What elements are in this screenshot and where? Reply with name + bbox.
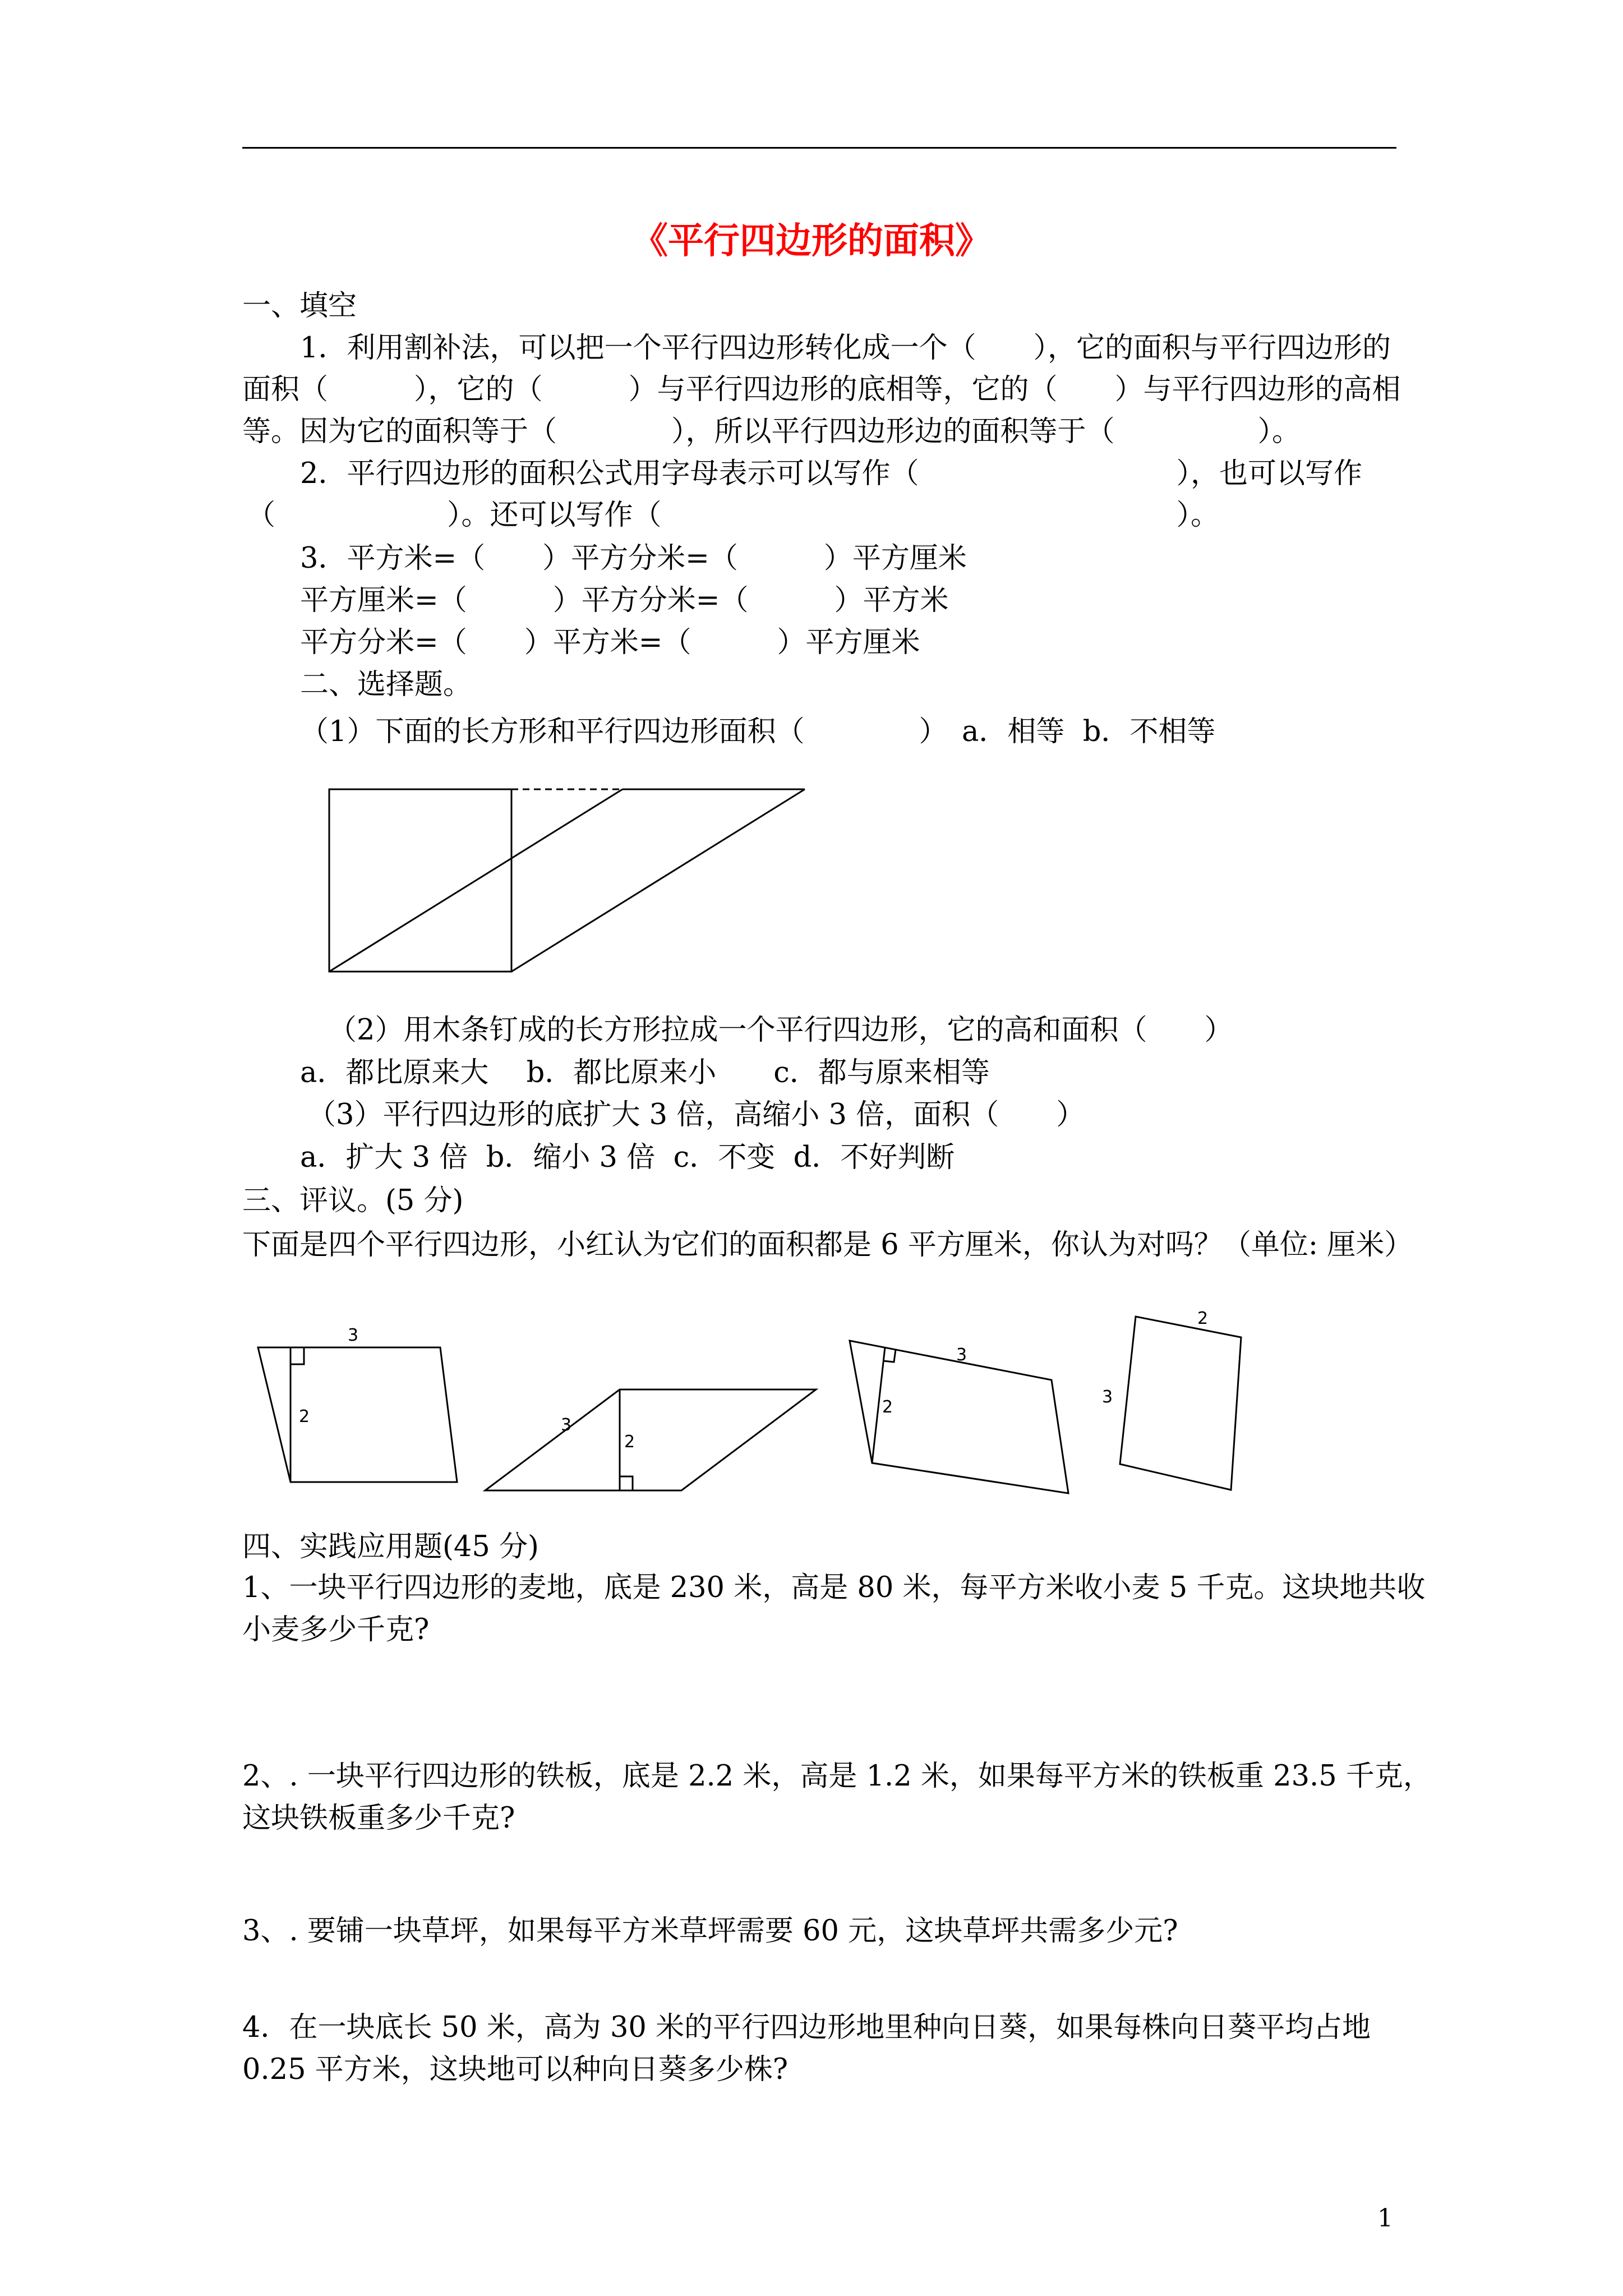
q1-line2: 面积（ ），它的（ ）与平行四边形的底相等，它的（ ）与平行四边形的高相	[242, 373, 1401, 406]
fig1-height-label: 2	[299, 1407, 310, 1427]
q3-line2: 平方厘米=（ ）平方分米=（ ）平方米	[300, 584, 949, 617]
section3-heading: 三、评议。(5 分)	[242, 1184, 464, 1217]
parallelogram-figure-3	[847, 1329, 1082, 1498]
rectangle-shape	[329, 789, 511, 972]
parallelogram-figure-2	[482, 1374, 819, 1498]
choice-q2-options: a．都比原来大 b．都比原来小 c．都与原来相等	[300, 1056, 990, 1089]
parallelogram-right-side	[511, 789, 805, 972]
parallelogram-figure-4	[1096, 1296, 1253, 1498]
fig4-top-label: 2	[1197, 1309, 1209, 1328]
app-q1-line1: 1、一块平行四边形的麦地，底是 230 米，高是 80 米，每平方米收小麦 5 千克。这块地共收	[242, 1571, 1426, 1604]
choice-q1: （1）下面的长方形和平行四边形面积（ ） a．相等 b．不相等	[300, 715, 1216, 748]
q1-line1: 1．利用割补法，可以把一个平行四边形转化成一个（ ），它的面积与平行四边形的	[300, 332, 1391, 365]
q1-line3: 等。因为它的面积等于（ ），所以平行四边形边的面积等于（ ）。	[242, 415, 1301, 448]
fig3-height-label: 2	[882, 1397, 893, 1417]
app-q3-line1: 3、. 要铺一块草坪，如果每平方米草坪需要 60 元，这块草坪共需多少元?	[242, 1915, 1178, 1948]
fig1-top-label: 3	[348, 1326, 359, 1345]
section2-heading: 二、选择题。	[300, 668, 472, 701]
parallelogram-left-side	[329, 789, 623, 972]
choice-q2: （2）用木条钉成的长方形拉成一个平行四边形，它的高和面积（ ）	[328, 1014, 1233, 1047]
header-rule	[242, 147, 1396, 149]
app-q1-line2: 小麦多少千克?	[242, 1613, 430, 1646]
section3-text: 下面是四个平行四边形，小红认为它们的面积都是 6 平方厘米，你认为对吗？（单位: 厘米）	[242, 1228, 1413, 1262]
fig2-height-label: 2	[624, 1432, 635, 1452]
app-q2-line1: 2、. 一块平行四边形的铁板，底是 2.2 米，高是 1.2 米，如果每平方米的铁板重 23.5 千克，	[242, 1760, 1432, 1793]
right-angle-mark	[291, 1347, 304, 1364]
rectangle-parallelogram-figure	[325, 783, 808, 976]
section1-heading: 一、填空	[242, 289, 357, 323]
q3-line1: 3．平方米=（ ）平方分米=（ ）平方厘米	[300, 542, 967, 575]
parallelogram-figure-1	[255, 1301, 463, 1492]
app-q4-line2: 0.25 平方米，这块地可以种向日葵多少株?	[242, 2053, 789, 2086]
page-number: 1	[1377, 2204, 1393, 2233]
fig4-side-label: 3	[1102, 1387, 1113, 1407]
app-q2-line2: 这块铁板重多少千克?	[242, 1802, 515, 1835]
fig3-top-label: 3	[956, 1345, 967, 1365]
choice-q3: （3）平行四边形的底扩大 3 倍，高缩小 3 倍，面积（ ）	[307, 1098, 1085, 1131]
app-q4-line1: 4．在一块底长 50 米，高为 30 米的平行四边形地里种向日葵，如果每株向日葵平均占地	[242, 2011, 1371, 2044]
fig2-side-label: 3	[561, 1415, 572, 1435]
choice-q3-options: a．扩大 3 倍 b．缩小 3 倍 c．不变 d．不好判断	[300, 1141, 955, 1174]
q2-line1: 2．平行四边形的面积公式用字母表示可以写作（ ），也可以写作	[300, 457, 1362, 490]
q2-line2: （ ）。还可以写作（ ）。	[247, 499, 1220, 532]
right-angle-mark	[620, 1476, 633, 1490]
page-title: 《平行四边形的面积》	[632, 220, 991, 262]
q3-line3: 平方分米=（ ）平方米=（ ）平方厘米	[300, 626, 920, 659]
section4-heading: 四、实践应用题(45 分)	[242, 1530, 539, 1563]
